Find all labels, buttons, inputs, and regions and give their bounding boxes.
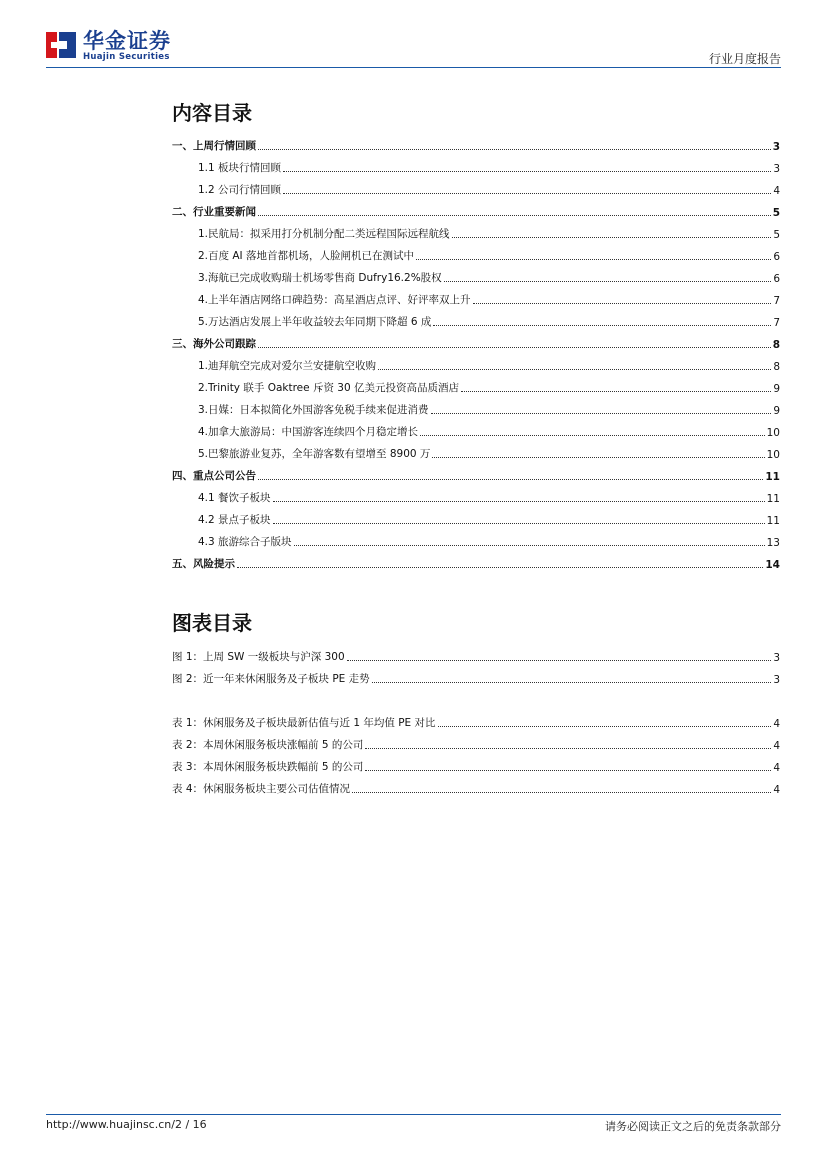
toc-entry-page: 5 <box>773 229 780 241</box>
toc-entry-page: 9 <box>773 383 780 395</box>
toc-entry-page: 3 <box>773 674 780 686</box>
toc-entry[interactable] <box>172 329 780 351</box>
toc-entry-page: 10 <box>766 427 780 439</box>
toc-dot-leader <box>461 390 771 392</box>
toc-dot-leader <box>273 500 765 502</box>
toc-entry[interactable] <box>172 175 780 197</box>
toc-entry[interactable] <box>172 307 780 329</box>
toc-entry-page: 6 <box>773 251 780 263</box>
toc-entry[interactable] <box>172 241 780 263</box>
toc-entry-title: 二、行业重要新闻 <box>172 206 256 218</box>
toc-entry-title: 1.2 公司行情回顾 <box>198 184 282 196</box>
contents-list <box>172 131 780 571</box>
toc-dot-leader <box>258 478 763 480</box>
toc-dot-leader <box>431 412 772 414</box>
toc-entry[interactable] <box>172 263 780 285</box>
toc-entry-title: 表 4：休闲服务板块主要公司估值情况 <box>172 783 351 795</box>
footer-disclaimer: 请务必阅读正文之后的免责条款部分 <box>605 1120 781 1133</box>
toc-entry[interactable] <box>172 752 780 774</box>
toc-entry-title: 2.Trinity 联手 Oaktree 斥资 30 亿美元投资高品质酒店 <box>198 382 459 394</box>
toc-entry[interactable] <box>172 285 780 307</box>
toc-entry-title: 4.1 餐饮子板块 <box>198 492 271 504</box>
toc-entry[interactable] <box>172 527 780 549</box>
toc-entry-page: 4 <box>773 740 780 752</box>
toc-entry-title: 四、重点公司公告 <box>172 470 256 482</box>
toc-entry-page: 3 <box>773 652 780 664</box>
toc-entry-page: 7 <box>773 295 780 307</box>
toc-entry-title: 一、上周行情回顾 <box>172 140 256 152</box>
toc-entry-title: 三、海外公司跟踪 <box>172 338 256 350</box>
toc-entry[interactable] <box>172 197 780 219</box>
toc-dot-leader <box>258 148 771 150</box>
toc-entry-page: 14 <box>765 559 780 571</box>
toc-entry-title: 1.1 板块行情回顾 <box>198 162 282 174</box>
toc-entry-title: 3.日媒：日本拟简化外国游客免税手续来促进消费 <box>198 404 429 416</box>
list-spacer <box>172 686 780 708</box>
toc-entry[interactable] <box>172 219 780 241</box>
logo-mark-icon <box>46 30 76 60</box>
toc-entry-page: 11 <box>766 493 780 505</box>
toc-entry-title: 表 2：本周休闲服务板块涨幅前 5 的公司 <box>172 739 364 751</box>
toc-dot-leader <box>347 659 772 661</box>
toc-entry-title: 图 1：上周 SW 一级板块与沪深 300 <box>172 651 345 663</box>
toc-dot-leader <box>438 725 772 727</box>
toc-entry-page: 5 <box>772 207 780 219</box>
toc-entry-page: 10 <box>766 449 780 461</box>
toc-entry-page: 4 <box>773 718 780 730</box>
toc-entry-page: 11 <box>765 471 780 483</box>
toc-entry-title: 4.上半年酒店网络口碑趋势：高星酒店点评、好评率双上升 <box>198 294 471 306</box>
toc-dot-leader <box>237 566 763 568</box>
toc-entry-title: 1.民航局：拟采用打分机制分配二类远程国际远程航线 <box>198 228 450 240</box>
toc-entry-page: 6 <box>773 273 780 285</box>
toc-entry-title: 图 2：近一年来休闲服务及子板块 PE 走势 <box>172 673 370 685</box>
toc-entry[interactable] <box>172 373 780 395</box>
toc-dot-leader <box>378 368 771 370</box>
toc-dot-leader <box>294 544 765 546</box>
toc-dot-leader <box>352 791 771 793</box>
contents-title: 内容目录 <box>172 101 252 125</box>
toc-entry[interactable] <box>172 505 780 527</box>
toc-entry-page: 8 <box>773 361 780 373</box>
toc-entry-page: 13 <box>766 537 780 549</box>
toc-dot-leader <box>444 280 772 282</box>
toc-entry-page: 4 <box>773 784 780 796</box>
header-divider <box>46 67 781 68</box>
toc-entry-title: 1.迪拜航空完成对爱尔兰安捷航空收购 <box>198 360 377 372</box>
figures-list <box>172 642 780 796</box>
toc-dot-leader <box>283 170 771 172</box>
toc-entry-title: 5.万达酒店发展上半年收益较去年同期下降超 6 成 <box>198 316 432 328</box>
toc-dot-leader <box>432 456 764 458</box>
company-logo <box>46 30 171 64</box>
toc-dot-leader <box>433 324 771 326</box>
toc-entry[interactable] <box>172 395 780 417</box>
toc-entry[interactable] <box>172 153 780 175</box>
toc-entry-title: 2.百度 AI 落地首都机场，人脸闸机已在测试中 <box>198 250 414 262</box>
toc-entry-page: 9 <box>773 405 780 417</box>
toc-entry[interactable] <box>172 708 780 730</box>
toc-entry-title: 4.3 旅游综合子版块 <box>198 536 292 548</box>
toc-entry-title: 表 3：本周休闲服务板块跌幅前 5 的公司 <box>172 761 364 773</box>
toc-entry[interactable] <box>172 664 780 686</box>
logo-chinese-name: 华金证券 <box>83 29 171 53</box>
toc-dot-leader <box>473 302 772 304</box>
toc-dot-leader <box>372 681 772 683</box>
toc-entry-title: 4.加拿大旅游局：中国游客连续四个月稳定增长 <box>198 426 419 438</box>
toc-entry-title: 五、风险提示 <box>172 558 235 570</box>
toc-entry[interactable] <box>172 439 780 461</box>
toc-dot-leader <box>420 434 765 436</box>
toc-entry[interactable] <box>172 642 780 664</box>
toc-entry[interactable] <box>172 483 780 505</box>
toc-dot-leader <box>365 769 771 771</box>
toc-entry-page: 3 <box>772 141 780 153</box>
toc-entry-page: 4 <box>773 185 780 197</box>
footer-divider <box>46 1114 781 1115</box>
toc-entry[interactable] <box>172 351 780 373</box>
footer-url-page: http://www.huajinsc.cn/2 / 16 <box>46 1118 207 1131</box>
toc-dot-leader <box>365 747 771 749</box>
toc-entry-title: 5.巴黎旅游业复苏，全年游客数有望增至 8900 万 <box>198 448 431 460</box>
toc-entry-page: 8 <box>772 339 780 351</box>
toc-dot-leader <box>416 258 771 260</box>
report-type-label: 行业月度报告 <box>708 52 781 66</box>
toc-entry-title: 3.海航已完成收购瑞士机场零售商 Dufry16.2%股权 <box>198 272 442 284</box>
toc-dot-leader <box>452 236 772 238</box>
toc-dot-leader <box>258 346 771 348</box>
logo-english-name: Huajin Securities <box>83 52 170 62</box>
toc-entry-title: 4.2 景点子板块 <box>198 514 271 526</box>
toc-entry-page: 3 <box>773 163 780 175</box>
toc-entry-page: 4 <box>773 762 780 774</box>
toc-dot-leader <box>273 522 765 524</box>
toc-entry-page: 11 <box>766 515 780 527</box>
toc-entry[interactable] <box>172 461 780 483</box>
toc-entry-title: 表 1：休闲服务及子板块最新估值与近 1 年均值 PE 对比 <box>172 717 436 729</box>
toc-entry[interactable] <box>172 549 780 571</box>
toc-entry[interactable] <box>172 730 780 752</box>
toc-entry-page: 7 <box>773 317 780 329</box>
toc-dot-leader <box>283 192 771 194</box>
toc-dot-leader <box>258 214 771 216</box>
toc-entry[interactable] <box>172 417 780 439</box>
toc-entry[interactable] <box>172 131 780 153</box>
toc-entry[interactable] <box>172 774 780 796</box>
figures-title: 图表目录 <box>172 611 252 635</box>
